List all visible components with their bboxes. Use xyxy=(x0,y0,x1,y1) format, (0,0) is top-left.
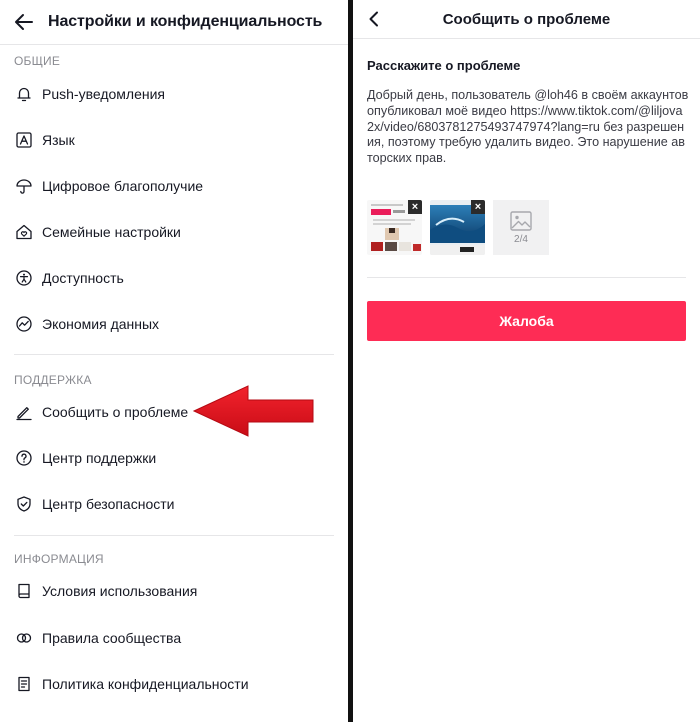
menu-item-label: Политика конфиденциальности xyxy=(42,676,249,692)
umbrella-icon xyxy=(15,177,33,195)
data-saver-icon xyxy=(15,315,33,333)
remove-attachment-button[interactable]: × xyxy=(471,200,485,214)
menu-item-privacy-policy[interactable] xyxy=(0,664,348,704)
menu-item-safety-center[interactable] xyxy=(0,484,348,524)
content-divider xyxy=(367,277,686,278)
menu-item-label: Доступность xyxy=(42,270,124,286)
menu-item-help-center[interactable] xyxy=(0,438,348,478)
language-icon xyxy=(15,131,33,149)
menu-item-language[interactable] xyxy=(0,120,348,160)
problem-prompt-label: Расскажите о проблеме xyxy=(367,58,521,73)
community-icon xyxy=(15,629,33,647)
page-title: Настройки и конфиденциальность xyxy=(48,13,323,30)
section-divider xyxy=(14,354,334,355)
menu-item-label: Цифровое благополучие xyxy=(42,178,204,194)
menu-item-label: Экономия данных xyxy=(42,316,160,332)
report-header xyxy=(353,0,700,38)
submit-report-button[interactable]: Жалоба xyxy=(367,301,686,341)
arrow-left-icon xyxy=(14,12,34,32)
menu-item-terms-of-use[interactable] xyxy=(0,571,348,611)
report-problem-panel xyxy=(353,0,700,722)
book-icon xyxy=(15,582,33,600)
menu-item-label: Семейные настройки xyxy=(42,224,181,240)
attachment-thumbnail[interactable] xyxy=(430,200,485,255)
header-divider xyxy=(0,44,348,45)
attachment-thumbnail[interactable] xyxy=(367,200,422,255)
menu-item-label: Центр поддержки xyxy=(42,450,157,466)
shield-check-icon xyxy=(15,495,33,513)
attachment-count: 2/4 xyxy=(514,233,528,245)
remove-attachment-button[interactable]: × xyxy=(408,200,422,214)
section-label-info: ИНФОРМАЦИЯ xyxy=(14,552,104,566)
settings-header xyxy=(0,0,348,44)
menu-item-data-saver[interactable] xyxy=(0,304,348,344)
settings-panel xyxy=(0,0,348,722)
menu-item-label: Сообщить о проблеме xyxy=(42,404,189,420)
help-circle-icon xyxy=(15,449,33,467)
problem-description-input[interactable]: Добрый день, пользователь @loh46 в своём аккаунтов опубликовал моё видео https://www.tiktok.com/@liljova2x/video/6803781275493747974?lang=ru без разрешения, поэтому требую удалить видео. Это нарушение авторских прав. xyxy=(367,88,689,166)
document-icon xyxy=(15,675,33,693)
menu-item-label: Push-уведомления xyxy=(42,86,165,102)
accessibility-icon xyxy=(15,269,33,287)
menu-item-community-guidelines[interactable] xyxy=(0,618,348,658)
pencil-icon xyxy=(15,403,33,421)
section-divider xyxy=(14,535,334,536)
add-attachment-button[interactable] xyxy=(493,200,549,255)
menu-item-label: Условия использования xyxy=(42,583,198,599)
back-button[interactable] xyxy=(361,6,387,32)
image-placeholder-icon xyxy=(510,211,532,231)
menu-item-push-notifications[interactable] xyxy=(0,74,348,114)
menu-item-accessibility[interactable] xyxy=(0,258,348,298)
back-button[interactable] xyxy=(0,0,48,44)
section-label-support: ПОДДЕРЖКА xyxy=(14,373,92,387)
menu-item-label: Центр безопасности xyxy=(42,496,175,512)
chevron-left-icon xyxy=(367,11,381,27)
section-label-general: ОБЩИЕ xyxy=(14,54,61,68)
menu-item-digital-wellbeing[interactable] xyxy=(0,166,348,206)
annotation-arrow-icon xyxy=(192,384,316,438)
menu-item-label: Язык xyxy=(42,132,75,148)
menu-item-family-settings[interactable] xyxy=(0,212,348,252)
bell-icon xyxy=(15,85,33,103)
menu-item-label: Правила сообщества xyxy=(42,630,182,646)
family-home-icon xyxy=(15,223,33,241)
header-divider xyxy=(353,38,700,39)
page-title: Сообщить о проблеме xyxy=(442,10,611,28)
